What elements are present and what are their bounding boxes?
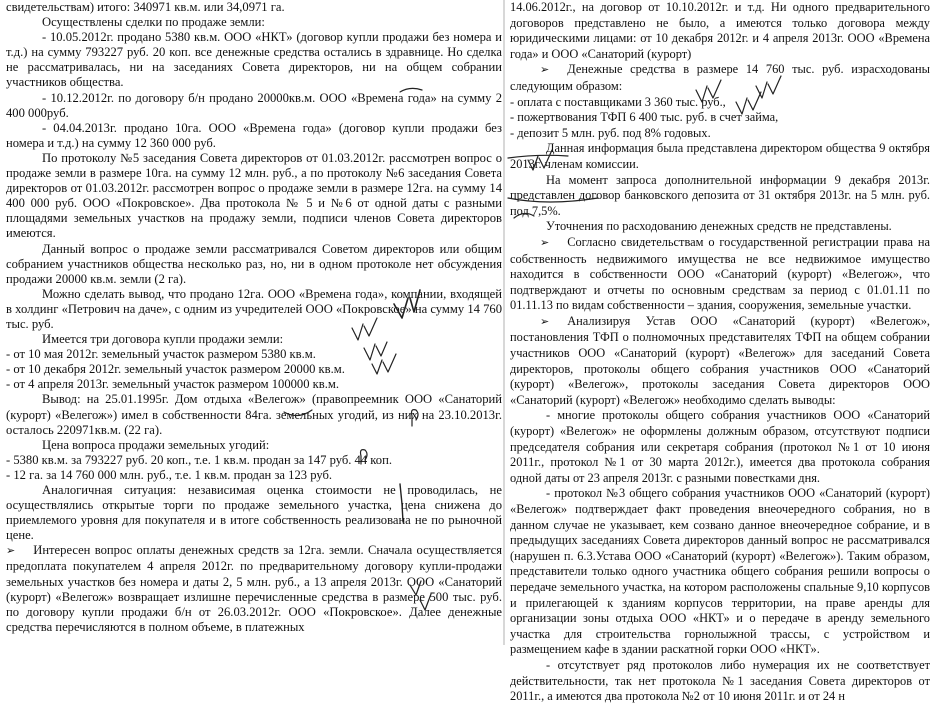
text-paragraph: По протоколу №5 заседания Совета директоров от 01.03.2012г. рассмотрен вопрос о продаже земли в размере 10га. на сумму 12 млн. руб., а по протоколу №6 заседания Совета директоров от 01.03.2012г. рассмотрен вопрос о продаже земли в размере 12га. на сумму 14 400 000 руб. ООО «Покровское». Два протокола № 5 и №6 от одной даты с разными площадями земельных участков на продажу земли, подписи членов Совета директоров имеются. — [6, 150, 502, 241]
text-paragraph: На момент запроса дополнительной информации 9 декабря 2013г. представлен договор банковского депозита от 31 октября 2013г. на 5 млн. руб. под 7,5%. — [510, 172, 930, 218]
bullet-paragraph: ➢ Денежные средства в размере 14 760 тыс. руб. израсходованы следующим образом: — [510, 62, 930, 94]
text-paragraph: - отсутствует ряд протоколов либо нумерация их не соответствует действительности, так нет протокола №1 заседания Совета директоров от 2011г., а имеются два протокола №2 от 10 июня 2011г. и от 24 н — [510, 657, 930, 704]
bullet-paragraph: ➢ Согласно свидетельствам о государственной регистрации права на собственность недвижимого имущества не все недвижимое имущество находится в собственности ООО «Санаторий (курорт) «Велегож», что подтверждают и отчеты по основным средствам за период с 01.01.11 по 01.11.13 по видам собственности – здания, сооружения, земельные участки. — [510, 235, 930, 314]
list-item: - депозит 5 млн. руб. под 8% годовых. — [510, 125, 711, 140]
text-line: свидетельствам) итого: 340971 кв.м. или 34,0971 га. — [6, 0, 285, 14]
text-paragraph: - протокол №3 общего собрания участников ООО «Санаторий (курорт) «Велегож» подтверждает факт проведения внеочередного собрания, но в данном случае не указывает, кем созвано данное внеочередное собрание, и в предыдущих заседаниях Совета директоров данный вопрос не рассматривался (нарушен п. 6.3.Устава ООО «Санаторий (курорт) «Велегож»). Таким образом, представители только одного участника общего собрания решили вопросы о передаче земельного участка, на котором расположены спальные 9,10 корпусов и прилегающей к зданиям корпусов территории, на праве аренды для организации зоны отдыха ООО «НКТ» и о передаче в аренду земельного участка для строительства горнолыжной трассы, с устройством и размещением кафе в здании раскатной горки ООО «НКТ». — [510, 486, 930, 657]
text-paragraph: - 10.05.2012г. продано 5380 кв.м. ООО «НКТ» (договор купли продажи без номера и т.д.) на сумму 793227 руб. 20 коп. все денежные средства остались в здравнице. Но сделка не рассматривалась, ни на заседаниях Совета директоров, ни на общем собрании участников общества. — [6, 30, 502, 90]
bullet-paragraph: ➢ Интересен вопрос оплаты денежных средств за 12га. земли. Сначала осуществляется предоплата покупателем 4 апреля 2012г. по предварительному договору купли-продажи земельных участков без номера и даты 2, 5 млн. руб., а 13 апреля 2013г. ООО «Санаторий (курорт) «Велегож» возвращает излишне перечисленные средства в размере 500 тыс. руб. по договору купли продажи б/н от 26.03.2012г. ООО «Покровское». Далее денежные средства перечисляются в полном объеме, в платежных — [6, 543, 502, 635]
bullet-paragraph: ➢ Анализируя Устав ООО «Санаторий (курорт) «Велегож», постановления ТФП о полномочных представителях ТФП на общем собрании участников ООО «Санаторий (курорт) «Велегож» для заседаний Совета директоров, протоколы общего собрания участников ООО «Санаторий (курорт) «Велегож», протоколы заседания Совета директоров ООО «Санаторий (курорт) «Велегож» необходимо сделать выводы: — [510, 314, 930, 409]
handwritten-marks-left — [0, 0, 502, 645]
list-item: - от 4 апреля 2013г. земельный участок размером 100000 кв.м. — [6, 377, 340, 392]
text-paragraph: Аналогичная ситуация: независимая оценка стоимости не проводилась, не осуществлялись открытые торги по продаже земельного участка, цена снижена до приемлемого уровня для покупателя и в итоге собственность реализована не по рыночной цене. — [6, 483, 502, 543]
text-line: Имеется три договора купли продажи земли: — [42, 332, 284, 347]
right-page — [506, 0, 930, 704]
page-divider — [503, 0, 505, 645]
text-line: Осуществлены сделки по продаже земли: — [42, 15, 265, 30]
list-item: - 12 га. за 14 760 000 млн. руб., т.е. 1 кв.м. продан за 123 руб. — [6, 467, 333, 482]
text-paragraph: - 10.12.2012г. по договору б/н продано 20000кв.м. ООО «Времена года» на сумму 2 400 000руб. — [6, 90, 502, 120]
text-paragraph: 14.06.2012г., на договор от 10.10.2012г. и т.д. Ни одного предварительного договоров представлено не было, а имеются только договора между юридическими лицами: от 10 декабря 2012г. и 4 апреля 2013г. ООО «Времена года» и ООО «Санаторий (курорт) — [510, 0, 930, 61]
text-paragraph: Данная информация была представлена директором общества 9 октября 2013г. членам комиссии. — [510, 141, 930, 171]
text-line: Цена вопроса продажи земельных угодий: — [42, 437, 270, 452]
list-item: - 5380 кв.м. за 793227 руб. 20 коп., т.е. 1 кв.м. продан за 147 руб. 44 коп. — [6, 452, 392, 467]
text-paragraph: Вывод: на 25.01.1995г. Дом отдыха «Велегож» (правопреемник ООО «Санаторий (курорт) «Велегож») имел в собственности 84га. земельных угодий, из них на 23.10.2013г. осталось 220971кв.м. (22 га). — [6, 392, 502, 437]
text-paragraph: Данный вопрос о продаже земли рассматривался Советом директоров или общим собранием участников общества несколько раз, но, ни в одном протоколе нет обсуждения продажи 20000 кв.м. земли (2 га). — [6, 241, 502, 286]
text-paragraph: - многие протоколы общего собрания участников ООО «Санаторий (курорт) «Велегож» не оформлены должным образом, отсутствуют подписи председателя собрания или секретаря собрания (протокол №1 от 10 июня 2011г., протокол №1 от 30 марта 2012г.), имеется два протокола собрания одной даты от 23 апреля 2013г. с разными повестками дня. — [510, 408, 930, 485]
text-line: Уточнения по расходованию денежных средств не представлены. — [546, 219, 892, 234]
list-item: - оплата с поставщиками 3 360 тыс. руб., — [510, 94, 726, 109]
list-item: - от 10 декабря 2012г. земельный участок размером 20000 кв.м. — [6, 362, 345, 377]
left-page — [0, 0, 502, 645]
list-item: - пожертвования ТФП 6 400 тыс. руб. в счет займа, — [510, 110, 779, 125]
text-paragraph: - 04.04.2013г. продано 10га. ООО «Времена года» (договор купли продажи без номера и т.д.) на сумму 12 360 000 руб. — [6, 120, 502, 150]
handwritten-marks-right — [506, 0, 852, 645]
text-paragraph: Можно сделать вывод, что продано 12га. ООО «Времена года», компании, входящей в холдинг «Петрович на даче», с одним из учредителей ООО «Покровское» на сумму 14 760 тыс. руб. — [6, 286, 502, 331]
list-item: - от 10 мая 2012г. земельный участок размером 5380 кв.м. — [6, 347, 316, 362]
